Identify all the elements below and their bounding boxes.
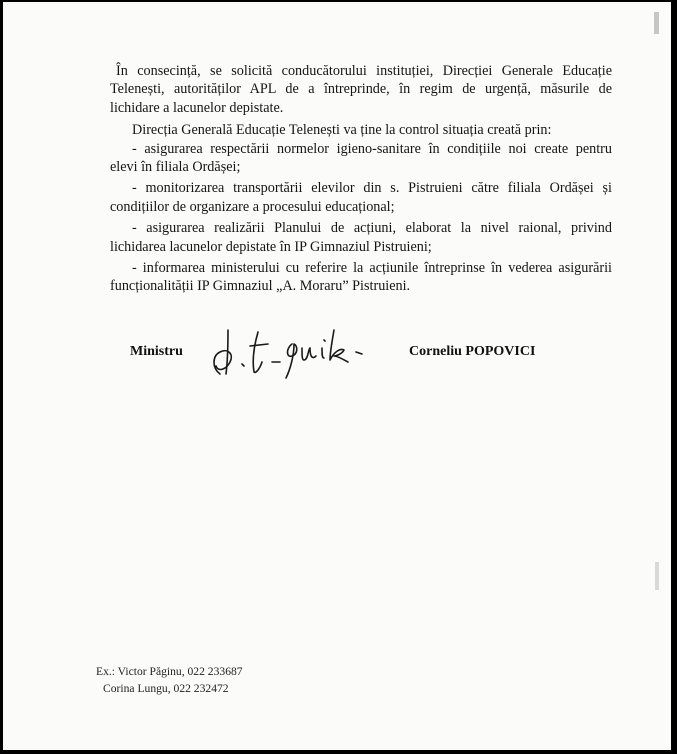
measure-item [110, 259, 612, 296]
paragraph-control-intro: Direcția Generală Educație Telenești va ține la control situația creată prin: [132, 122, 552, 139]
paragraph-1-line-2: Telenești, autorităților APL de a întreprinde, în regim de urgență, măsurile de [110, 81, 612, 98]
measure-item [110, 140, 612, 177]
scan-edge-mark-lower [655, 562, 659, 590]
measure-item [110, 219, 612, 256]
handwritten-signature [198, 322, 388, 382]
document-page [3, 2, 671, 750]
signatory-name: Corneliu POPOVICI [409, 344, 536, 359]
measure-item-line-2: funcționalității IP Gimnaziul „A. Moraru” Pistruieni. [110, 278, 411, 295]
signature-block [3, 322, 671, 382]
executor-line-2: Corina Lungu, 022 232472 [103, 682, 229, 695]
executor-line-1: Ex.: Victor Păginu, 022 233687 [96, 665, 243, 678]
measure-item-line-1: - asigurarea respectării normelor igieno-sanitare în condițiile noi create pentru [132, 140, 612, 157]
measure-item-line-2: lichidarea lacunelor depistate în IP Gimnaziul Pistruieni; [110, 238, 432, 255]
paragraph-1-line-3: lichidare a lacunelor depistate. [110, 99, 284, 116]
paragraph-1-line-1: În consecință, se solicită conducătorului instituției, Direcției Generale Educație [116, 63, 612, 79]
signatory-title: Ministru [130, 344, 183, 359]
measure-item-line-2: elevi în filiala Ordășei; [110, 159, 241, 176]
measure-item-line-1: - monitorizarea transportării elevilor din s. Pistruieni către filiala Ordășei și [132, 180, 612, 197]
measure-item [110, 179, 612, 216]
letter-body [110, 62, 612, 296]
measure-item-line-2: condițiilor de organizare a procesului educațional; [110, 198, 395, 215]
measure-item-line-1: - asigurarea realizării Planului de acțiuni, elaborat la nivel raional, privind [132, 220, 612, 237]
measure-item-line-1: - informarea ministerului cu referire la acțiunile întreprinse în vederea asigurării [132, 260, 612, 277]
scan-edge-mark [654, 12, 659, 34]
paragraph-conclusion [110, 62, 612, 117]
executors-footer [96, 663, 243, 697]
